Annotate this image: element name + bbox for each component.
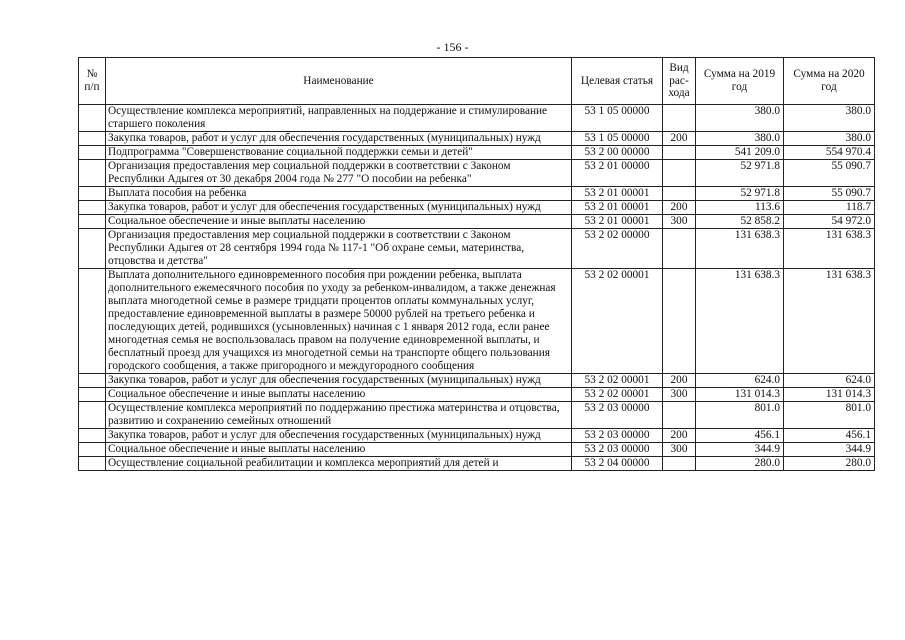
row-vid-cell: 200 — [663, 429, 696, 443]
row-name-cell: Закупка товаров, работ и услуг для обеспечения государственных (муниципальных) нужд — [106, 374, 572, 388]
row-num-cell — [79, 146, 106, 160]
header-num: № п/п — [79, 58, 106, 105]
row-num-cell — [79, 215, 106, 229]
row-code-cell: 53 2 00 00000 — [572, 146, 663, 160]
table-row — [79, 443, 875, 457]
row-sum-2019-cell: 456.1 — [696, 429, 784, 443]
row-num-cell — [79, 187, 106, 201]
row-vid-cell: 300 — [663, 388, 696, 402]
table-row — [79, 201, 875, 215]
row-vid-cell — [663, 105, 696, 132]
row-sum-2019-cell: 131 014.3 — [696, 388, 784, 402]
row-sum-2019-cell: 52 858.2 — [696, 215, 784, 229]
row-code-cell: 53 2 01 00001 — [572, 201, 663, 215]
row-vid-cell — [663, 187, 696, 201]
row-vid-cell: 200 — [663, 374, 696, 388]
row-sum-2019-cell: 52 971.8 — [696, 160, 784, 187]
table-row — [79, 457, 875, 471]
budget-table — [78, 57, 875, 471]
row-code-cell: 53 2 01 00001 — [572, 187, 663, 201]
row-sum-2019-cell: 131 638.3 — [696, 269, 784, 374]
row-vid-cell — [663, 402, 696, 429]
row-sum-2020-cell: 131 638.3 — [784, 269, 875, 374]
row-num-cell — [79, 132, 106, 146]
row-vid-cell — [663, 229, 696, 269]
row-num-cell — [79, 374, 106, 388]
row-code-cell: 53 2 02 00001 — [572, 388, 663, 402]
row-sum-2019-cell: 380.0 — [696, 105, 784, 132]
row-vid-cell: 200 — [663, 201, 696, 215]
row-sum-2020-cell: 55 090.7 — [784, 187, 875, 201]
row-sum-2019-cell: 113.6 — [696, 201, 784, 215]
row-sum-2020-cell: 280.0 — [784, 457, 875, 471]
table-row — [79, 269, 875, 374]
row-num-cell — [79, 229, 106, 269]
row-code-cell: 53 2 04 00000 — [572, 457, 663, 471]
row-name-cell: Закупка товаров, работ и услуг для обеспечения государственных (муниципальных) нужд — [106, 201, 572, 215]
row-code-cell: 53 2 02 00000 — [572, 229, 663, 269]
row-name-cell: Организация предоставления мер социальной поддержки в соответствии с Законом Республики Адыгея от 28 сентября 1994 года № 117-1 "Об охране семьи, материнства, отцовства и детства" — [106, 229, 572, 269]
row-num-cell — [79, 388, 106, 402]
row-sum-2019-cell: 541 209.0 — [696, 146, 784, 160]
row-num-cell — [79, 201, 106, 215]
table-row — [79, 160, 875, 187]
row-name-cell: Социальное обеспечение и иные выплаты населению — [106, 443, 572, 457]
row-sum-2019-cell: 801.0 — [696, 402, 784, 429]
row-vid-cell: 300 — [663, 443, 696, 457]
header-sum-2020: Сумма на 2020 год — [784, 58, 875, 105]
row-code-cell: 53 2 02 00001 — [572, 374, 663, 388]
table-row — [79, 187, 875, 201]
row-vid-cell — [663, 457, 696, 471]
row-name-cell: Выплата пособия на ребенка — [106, 187, 572, 201]
row-num-cell — [79, 443, 106, 457]
row-name-cell: Осуществление комплекса мероприятий по поддержанию престижа материнства и отцовства, развитию и сохранению семейных отношений — [106, 402, 572, 429]
row-sum-2019-cell: 624.0 — [696, 374, 784, 388]
table-row — [79, 146, 875, 160]
row-code-cell: 53 2 03 00000 — [572, 429, 663, 443]
row-num-cell — [79, 429, 106, 443]
row-sum-2020-cell: 55 090.7 — [784, 160, 875, 187]
page-number: - 156 - — [436, 40, 469, 54]
row-code-cell: 53 1 05 00000 — [572, 132, 663, 146]
header-name: Наименование — [106, 58, 572, 105]
header-code: Целевая статья — [572, 58, 663, 105]
row-sum-2020-cell: 801.0 — [784, 402, 875, 429]
row-sum-2020-cell: 456.1 — [784, 429, 875, 443]
table-body — [79, 105, 875, 471]
table-row — [79, 105, 875, 132]
row-code-cell: 53 2 01 00000 — [572, 160, 663, 187]
row-name-cell: Организация предоставления мер социальной поддержки в соответствии с Законом Республики Адыгея от 30 декабря 2004 года № 277 "О пособии на ребенка" — [106, 160, 572, 187]
row-name-cell: Социальное обеспечение и иные выплаты населению — [106, 215, 572, 229]
row-sum-2020-cell: 380.0 — [784, 105, 875, 132]
row-sum-2020-cell: 624.0 — [784, 374, 875, 388]
row-sum-2020-cell: 54 972.0 — [784, 215, 875, 229]
row-num-cell — [79, 105, 106, 132]
table-row — [79, 388, 875, 402]
table-row — [79, 429, 875, 443]
row-name-cell: Закупка товаров, работ и услуг для обеспечения государственных (муниципальных) нужд — [106, 132, 572, 146]
row-vid-cell — [663, 269, 696, 374]
row-sum-2019-cell: 280.0 — [696, 457, 784, 471]
table-row — [79, 132, 875, 146]
row-name-cell: Закупка товаров, работ и услуг для обеспечения государственных (муниципальных) нужд — [106, 429, 572, 443]
header-sum-2019: Сумма на 2019 год — [696, 58, 784, 105]
row-sum-2019-cell: 380.0 — [696, 132, 784, 146]
row-name-cell: Подпрограмма "Совершенствование социальной поддержки семьи и детей" — [106, 146, 572, 160]
row-vid-cell: 200 — [663, 132, 696, 146]
row-num-cell — [79, 269, 106, 374]
row-sum-2019-cell: 344.9 — [696, 443, 784, 457]
row-sum-2020-cell: 380.0 — [784, 132, 875, 146]
row-sum-2019-cell: 52 971.8 — [696, 187, 784, 201]
row-num-cell — [79, 457, 106, 471]
row-vid-cell — [663, 146, 696, 160]
table-row — [79, 229, 875, 269]
row-sum-2020-cell: 118.7 — [784, 201, 875, 215]
row-name-cell: Выплата дополнительного единовременного пособия при рождении ребенка, выплата дополнительного ежемесячного пособия по уходу за ребенком-инвалидом, а также денежная выплата многодетной семье в размере тридцати процентов оплаты коммунальных услуг, предоставление единовременной выплаты в размере 50000 рублей на третьего ребенка и последующих детей, родившихся (усыновленных) начиная с 1 января 2012 года, если ранее многодетная семья не воспользовалась правом на получение единовременной выплаты, и бесплатный проезд для учащихся из многодетной семьи на транспорте общего пользования городского сообщения, а также пригородного и междугородного сообщения — [106, 269, 572, 374]
header-vid: Вид рас-хода — [663, 58, 696, 105]
row-code-cell: 53 2 03 00000 — [572, 443, 663, 457]
table-row — [79, 402, 875, 429]
row-vid-cell — [663, 160, 696, 187]
row-num-cell — [79, 402, 106, 429]
table-header-row — [79, 58, 875, 105]
row-code-cell: 53 2 01 00001 — [572, 215, 663, 229]
table-row — [79, 374, 875, 388]
row-sum-2019-cell: 131 638.3 — [696, 229, 784, 269]
row-sum-2020-cell: 131 014.3 — [784, 388, 875, 402]
row-sum-2020-cell: 554 970.4 — [784, 146, 875, 160]
row-vid-cell: 300 — [663, 215, 696, 229]
table-row — [79, 215, 875, 229]
row-num-cell — [79, 160, 106, 187]
row-name-cell: Социальное обеспечение и иные выплаты населению — [106, 388, 572, 402]
row-sum-2020-cell: 344.9 — [784, 443, 875, 457]
row-code-cell: 53 2 02 00001 — [572, 269, 663, 374]
row-name-cell: Осуществление комплекса мероприятий, направленных на поддержание и стимулирование старшего поколения — [106, 105, 572, 132]
row-code-cell: 53 2 03 00000 — [572, 402, 663, 429]
row-sum-2020-cell: 131 638.3 — [784, 229, 875, 269]
row-name-cell: Осуществление социальной реабилитации и комплекса мероприятий для детей и — [106, 457, 572, 471]
row-code-cell: 53 1 05 00000 — [572, 105, 663, 132]
